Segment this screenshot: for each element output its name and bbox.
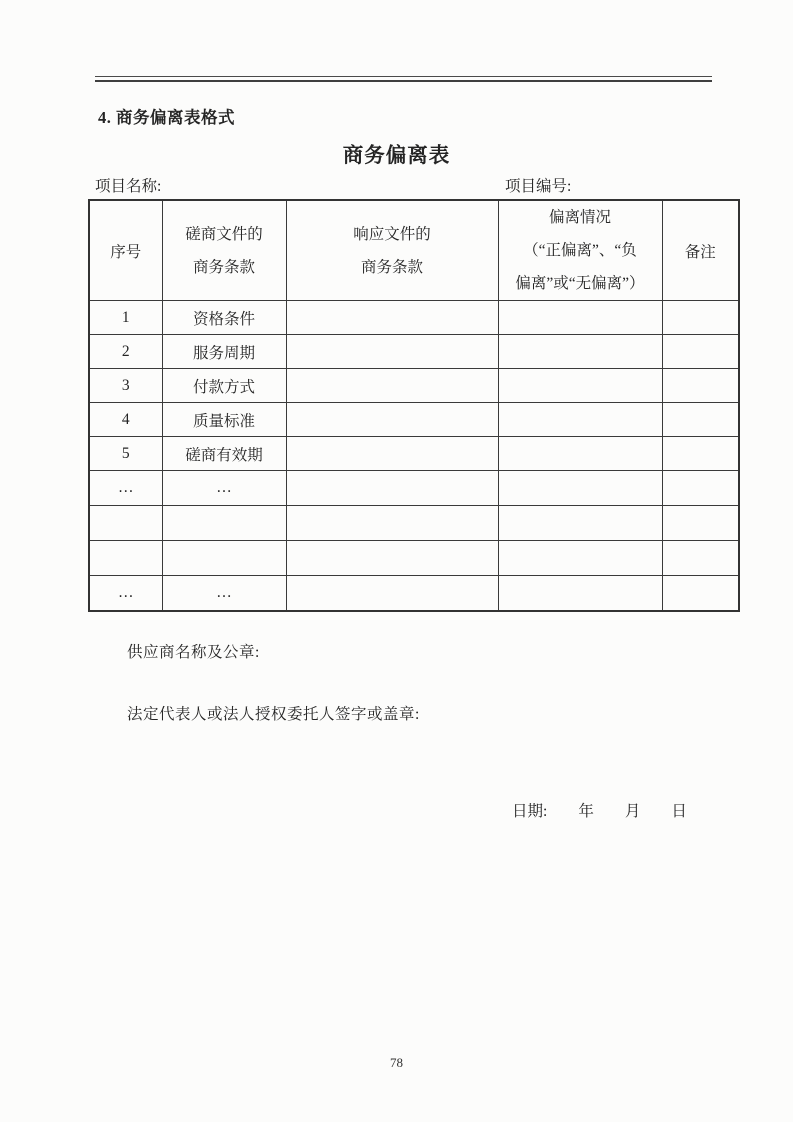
cell-deviation xyxy=(498,335,662,369)
project-code-label: 项目编号: xyxy=(505,178,572,195)
cell-deviation xyxy=(498,576,662,611)
cell-remark xyxy=(662,437,739,471)
cell-response xyxy=(286,403,498,437)
table-header-row xyxy=(89,200,739,301)
cell-response xyxy=(286,506,498,541)
cell-deviation xyxy=(498,369,662,403)
header-cell-response xyxy=(286,200,498,301)
cell-no xyxy=(89,541,162,576)
cell-deviation xyxy=(498,541,662,576)
table-row xyxy=(89,576,739,611)
cell-deviation xyxy=(498,403,662,437)
cell-no: … xyxy=(89,471,162,506)
header-deviation-line2: （“正偏离”、“负 xyxy=(523,242,637,259)
cell-no: 1 xyxy=(89,301,162,335)
cell-deviation xyxy=(498,471,662,506)
header-deviation-line3: 偏离”或“无偏离”） xyxy=(515,275,645,292)
section-heading: 4. 商务偏离表格式 xyxy=(98,108,235,127)
cell-deviation xyxy=(498,301,662,335)
cell-remark xyxy=(662,576,739,611)
header-cell-remark: 备注 xyxy=(662,200,739,301)
table-row xyxy=(89,335,739,369)
cell-remark xyxy=(662,301,739,335)
cell-clause: 服务周期 xyxy=(162,335,286,369)
header-cell-no: 序号 xyxy=(89,200,162,301)
cell-clause: … xyxy=(162,471,286,506)
cell-clause xyxy=(162,541,286,576)
header-cell-deviation xyxy=(498,200,662,301)
month-label: 月 xyxy=(624,803,641,820)
cell-deviation xyxy=(498,506,662,541)
cell-response xyxy=(286,335,498,369)
cell-remark xyxy=(662,541,739,576)
header-response-line2: 商务条款 xyxy=(360,258,423,276)
cell-no: 4 xyxy=(89,403,162,437)
header-clause-line2: 商务条款 xyxy=(192,258,255,276)
table-row xyxy=(89,437,739,471)
cell-remark xyxy=(662,506,739,541)
header-response-line1: 响应文件的 xyxy=(353,225,431,243)
cell-remark xyxy=(662,369,739,403)
date-line xyxy=(512,799,687,821)
cell-response xyxy=(286,301,498,335)
cell-clause xyxy=(162,506,286,541)
cell-no: 3 xyxy=(89,369,162,403)
cell-remark xyxy=(662,471,739,506)
page-number: 78 xyxy=(390,1055,403,1070)
header-clause-line1: 磋商文件的 xyxy=(185,225,263,243)
cell-no: … xyxy=(89,576,162,611)
day-label: 日 xyxy=(671,803,687,820)
table-row xyxy=(89,403,739,437)
cell-no: 2 xyxy=(89,335,162,369)
cell-remark xyxy=(662,403,739,437)
cell-response xyxy=(286,576,498,611)
cell-response xyxy=(286,369,498,403)
table-row xyxy=(89,369,739,403)
cell-clause: … xyxy=(162,576,286,611)
cell-response xyxy=(286,471,498,506)
project-name-label: 项目名称: xyxy=(95,178,162,195)
table-row xyxy=(89,301,739,335)
date-label: 日期: xyxy=(512,803,548,820)
signature-label: 法定代表人或法人授权委托人签字或盖章: xyxy=(127,706,420,723)
cell-no: 5 xyxy=(89,437,162,471)
top-double-rule xyxy=(95,76,712,82)
supplier-seal-label: 供应商名称及公章: xyxy=(127,644,260,661)
cell-clause: 付款方式 xyxy=(162,369,286,403)
table-row xyxy=(89,506,739,541)
form-title: 商务偏离表 xyxy=(342,145,451,167)
table-row xyxy=(89,541,739,576)
cell-no xyxy=(89,506,162,541)
deviation-table xyxy=(88,199,740,612)
header-deviation-line1: 偏离情况 xyxy=(548,209,611,226)
cell-deviation xyxy=(498,437,662,471)
year-label: 年 xyxy=(578,803,594,820)
cell-response xyxy=(286,541,498,576)
cell-response xyxy=(286,437,498,471)
header-cell-clause xyxy=(162,200,286,301)
cell-remark xyxy=(662,335,739,369)
cell-clause: 磋商有效期 xyxy=(162,437,286,471)
cell-clause: 资格条件 xyxy=(162,301,286,335)
table-row xyxy=(89,471,739,506)
cell-clause: 质量标准 xyxy=(162,403,286,437)
